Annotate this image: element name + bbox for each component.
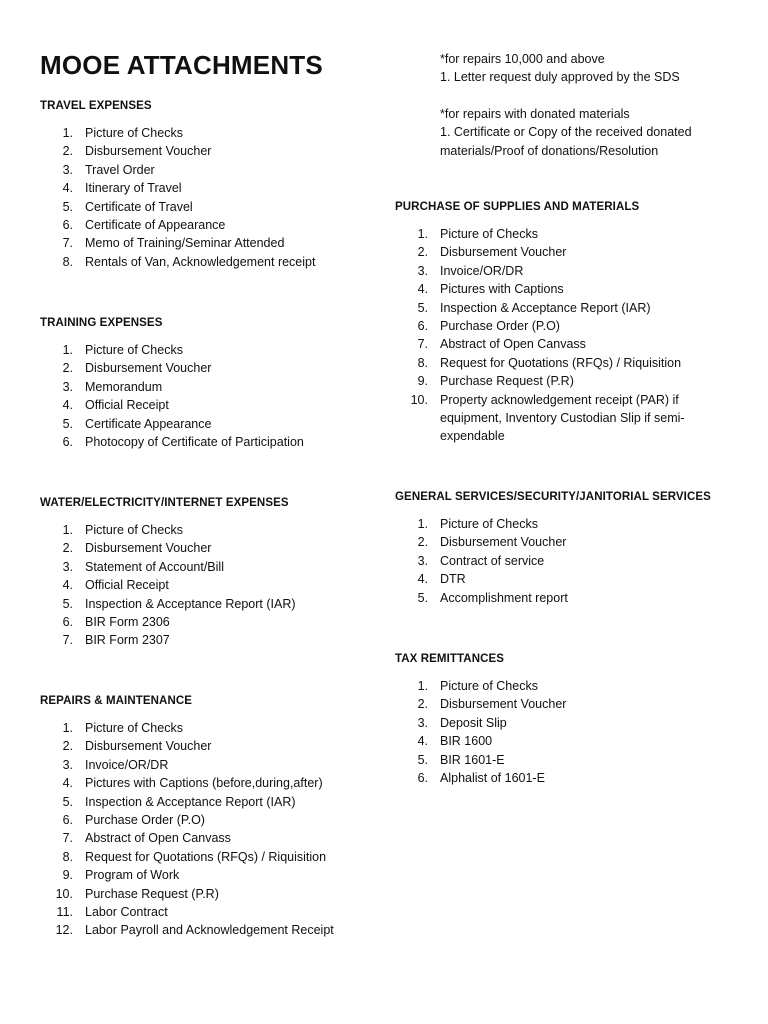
list-item: 6. Alphalist of 1601-E [417, 771, 545, 786]
list-item: 1. Picture of Checks [417, 517, 538, 531]
list-item: 5. Certificate of Travel [62, 199, 193, 214]
note-repairs-10000-header: *for repairs 10,000 and above [440, 52, 605, 66]
training-expenses-section [40, 317, 380, 451]
list-item: 11. Labor Contract [56, 905, 168, 920]
general-services-section [395, 491, 745, 607]
list-item: 8. Request for Quotations (RFQs) / Riquisition [417, 355, 682, 370]
list-item: 9. Program of Work [62, 868, 180, 883]
list-item: 1. Picture of Checks [62, 126, 183, 140]
note-repairs-10000-item: 1. Letter request duly approved by the SDS [440, 70, 680, 85]
repairs-maintenance-list [40, 719, 385, 940]
travel-expenses-list [40, 124, 380, 271]
list-item: 2. Disbursement Voucher [62, 361, 212, 376]
note-donated-item-line1: 1. Certificate or Copy of the received donated [440, 125, 692, 140]
list-item: 4. DTR [417, 572, 466, 587]
list-item: 2. Disbursement Voucher [62, 739, 212, 754]
utilities-expenses-list [40, 521, 380, 650]
list-item: 6. Photocopy of Certificate of Participation [62, 435, 304, 450]
list-item: 2. Disbursement Voucher [62, 541, 212, 556]
list-item: 6. Certificate of Appearance [62, 218, 226, 233]
list-item: 8. Rentals of Van, Acknowledgement receipt [62, 254, 316, 269]
note-donated-item-line2: materials/Proof of donations/Resolution [440, 143, 659, 158]
list-item: 2. Disbursement Voucher [62, 144, 212, 159]
list-item: 5. Certificate Appearance [62, 416, 212, 431]
travel-expenses-heading: TRAVEL EXPENSES [40, 100, 152, 112]
list-item: 4. Official Receipt [62, 398, 169, 413]
training-expenses-list [40, 341, 380, 451]
list-item: 5. Inspection & Acceptance Report (IAR) [62, 794, 296, 809]
general-services-list [395, 515, 745, 607]
list-item: 6. BIR Form 2306 [62, 615, 170, 630]
list-item: 3. Invoice/OR/DR [62, 757, 169, 772]
list-item: 3. Memorandum [62, 379, 163, 394]
list-item: 1. Picture of Checks [62, 523, 183, 537]
list-item: 5. Inspection & Acceptance Report (IAR) [62, 596, 296, 611]
travel-expenses-section [40, 100, 380, 271]
list-item: 5. BIR 1601-E [417, 752, 505, 767]
list-item: 7. Abstract of Open Canvass [417, 337, 586, 352]
list-item: 5. Accomplishment report [417, 590, 568, 605]
list-item: 7. Abstract of Open Canvass [62, 831, 231, 846]
list-item: 4. Pictures with Captions [417, 282, 564, 297]
page-title: MOOE ATTACHMENTS [40, 50, 323, 80]
list-item: 9. Purchase Request (P.R) [417, 374, 574, 389]
list-item: 1. Picture of Checks [417, 227, 538, 241]
supplies-materials-section [395, 201, 740, 446]
list-item: 3. Contract of service [417, 553, 545, 568]
list-item: 1. Picture of Checks [417, 679, 538, 693]
list-item: 4. BIR 1600 [417, 734, 493, 749]
supplies-materials-list [395, 225, 740, 446]
list-item: 7. BIR Form 2307 [62, 633, 170, 648]
list-item: 2. Disbursement Voucher [417, 535, 567, 550]
list-item: 8. Request for Quotations (RFQs) / Riquisition [62, 849, 327, 864]
list-item: 3. Travel Order [62, 162, 155, 177]
list-item: 3. Invoice/OR/DR [417, 263, 524, 278]
list-item: 3. Deposit Slip [417, 715, 507, 730]
list-item: 6. Purchase Order (P.O) [417, 319, 560, 334]
note-donated-header: *for repairs with donated materials [440, 106, 630, 121]
tax-remittances-list [395, 677, 740, 787]
list-item: 10. Purchase Request (P.R) [55, 886, 219, 901]
list-item: 6. Purchase Order (P.O) [62, 813, 205, 828]
list-item: 4. Itinerary of Travel [62, 181, 182, 196]
list-item: 4. Pictures with Captions (before,during,after) [62, 776, 323, 791]
list-item: 2. Disbursement Voucher [417, 697, 567, 712]
tax-remittances-heading: TAX REMITTANCES [395, 653, 505, 665]
utilities-expenses-section [40, 497, 380, 650]
general-services-heading: GENERAL SERVICES/SECURITY/JANITORIAL SERVICES [395, 491, 711, 503]
repairs-notes [440, 50, 760, 160]
supplies-materials-heading: PURCHASE OF SUPPLIES AND MATERIALS [395, 201, 640, 213]
list-item: 4. Official Receipt [62, 578, 169, 593]
utilities-expenses-heading: WATER/ELECTRICITY/INTERNET EXPENSES [40, 497, 289, 509]
tax-remittances-section [395, 653, 740, 787]
list-item: 5. Inspection & Acceptance Report (IAR) [417, 300, 651, 315]
list-item: 3. Statement of Account/Bill [62, 559, 224, 574]
list-item: 7. Memo of Training/Seminar Attended [62, 236, 285, 251]
list-item: 1. Picture of Checks [62, 343, 183, 357]
training-expenses-heading: TRAINING EXPENSES [40, 317, 163, 329]
list-item: 12. Labor Payroll and Acknowledgement Receipt [55, 923, 334, 938]
list-item: 1. Picture of Checks [62, 721, 183, 735]
list-item: 10. Property acknowledgement receipt (PAR) if equipment, Inventory Custodian Slip if semi- expendable [410, 392, 685, 444]
repairs-maintenance-section [40, 695, 385, 940]
repairs-maintenance-heading: REPAIRS & MAINTENANCE [40, 695, 193, 707]
list-item: 2. Disbursement Voucher [417, 245, 567, 260]
